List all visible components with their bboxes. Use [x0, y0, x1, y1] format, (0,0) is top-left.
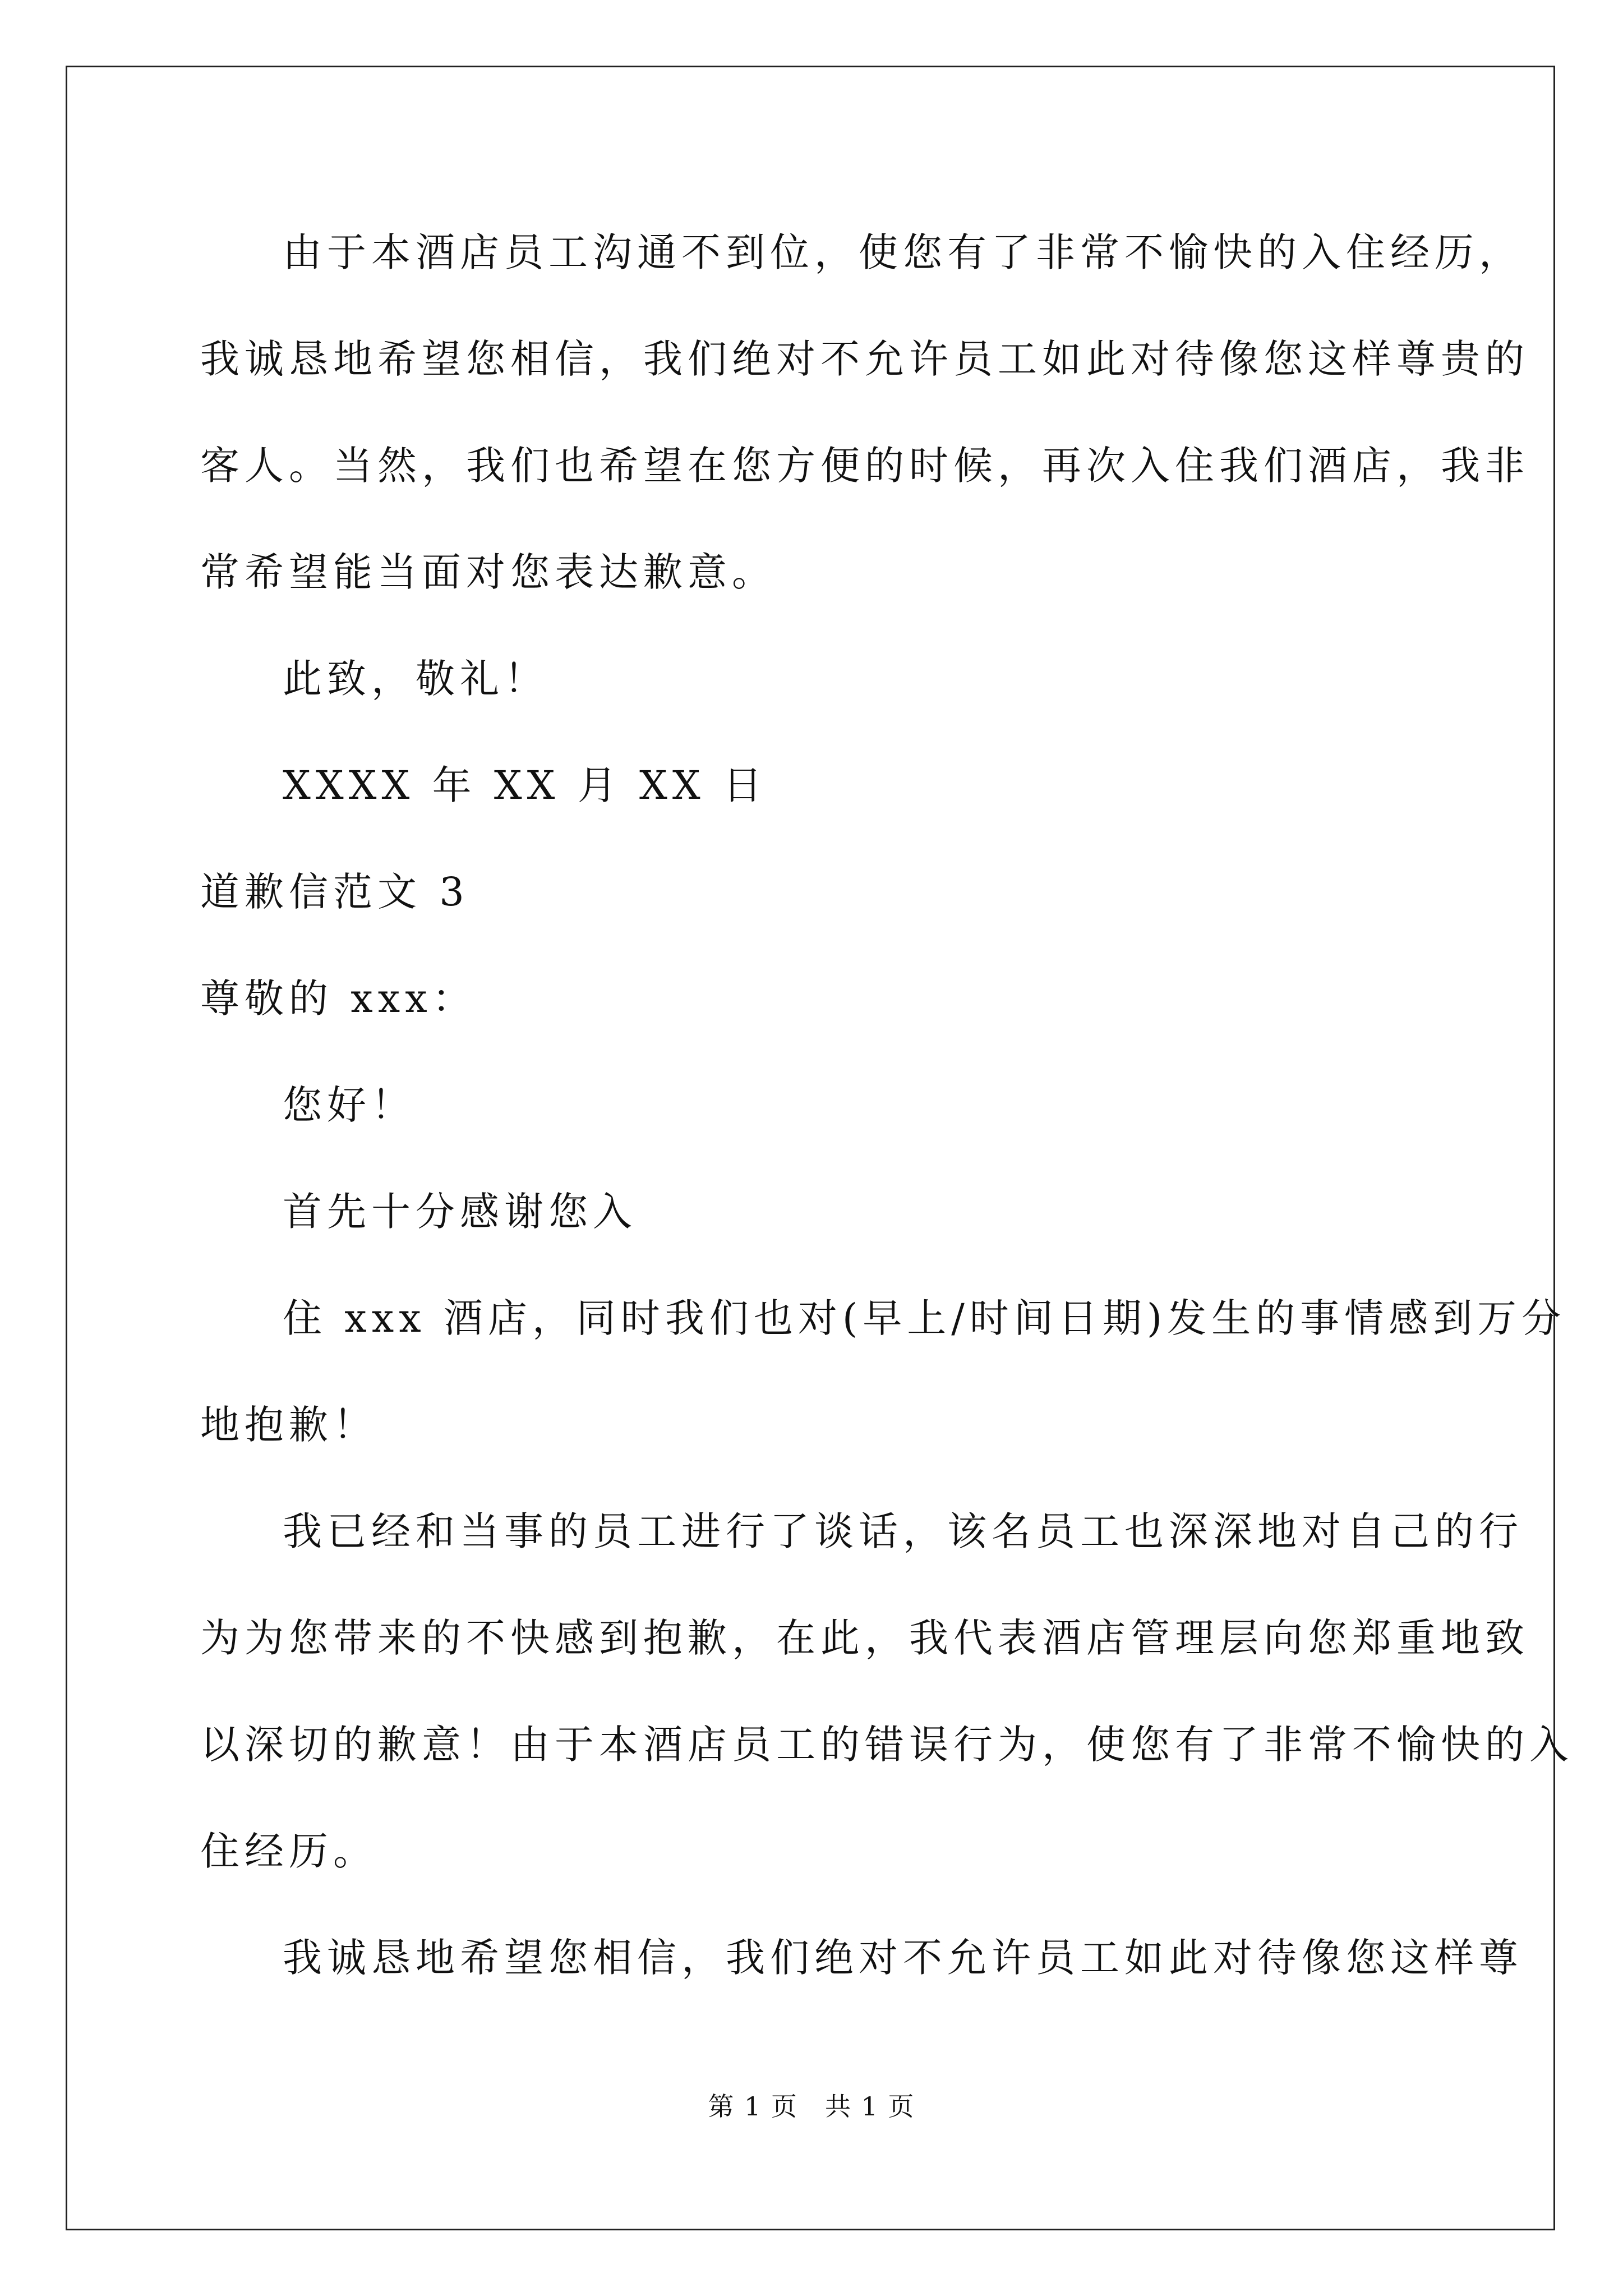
date-line: XXXX 年 XX 月 XX 日	[283, 762, 767, 808]
paragraph-line-5: 首先十分感谢您入	[283, 1189, 637, 1235]
paragraph-line-1: 由于本酒店员工沟通不到位，使您有了非常不愉快的入住经历，	[283, 229, 1523, 275]
paragraph-line-8: 我已经和当事的员工进行了谈话，该名员工也深深地对自己的行	[283, 1508, 1523, 1554]
paragraph-line-2: 我诚恳地希望您相信，我们绝对不允许员工如此对待像您这样尊贵的	[200, 336, 1529, 382]
paragraph-line-3: 客人。当然，我们也希望在您方便的时候，再次入住我们酒店，我非	[200, 443, 1529, 489]
paragraph-line-4: 常希望能当面对您表达歉意。	[200, 549, 776, 595]
section-title: 道歉信范文 3	[200, 869, 469, 915]
paragraph-line-9: 为为您带来的不快感到抱歉，在此，我代表酒店管理层向您郑重地致	[200, 1615, 1529, 1661]
closing-salutation: 此致，敬礼！	[283, 656, 548, 702]
paragraph-line-12: 我诚恳地希望您相信，我们绝对不允许员工如此对待像您这样尊	[283, 1935, 1523, 1981]
paragraph-line-6: 住 xxx 酒店，同时我们也对(早上/时间日期)发生的事情感到万分	[283, 1295, 1566, 1341]
paragraph-line-10: 以深切的歉意！由于本酒店员工的错误行为，使您有了非常不愉快的入	[200, 1722, 1574, 1768]
paragraph-line-7: 地抱歉！	[200, 1402, 377, 1448]
page-footer: 第 1 页 共 1 页	[708, 2091, 915, 2122]
greeting-line: 您好！	[283, 1082, 416, 1128]
paragraph-line-11: 住经历。	[200, 1828, 377, 1874]
addressee-line: 尊敬的 xxx：	[200, 976, 477, 1022]
